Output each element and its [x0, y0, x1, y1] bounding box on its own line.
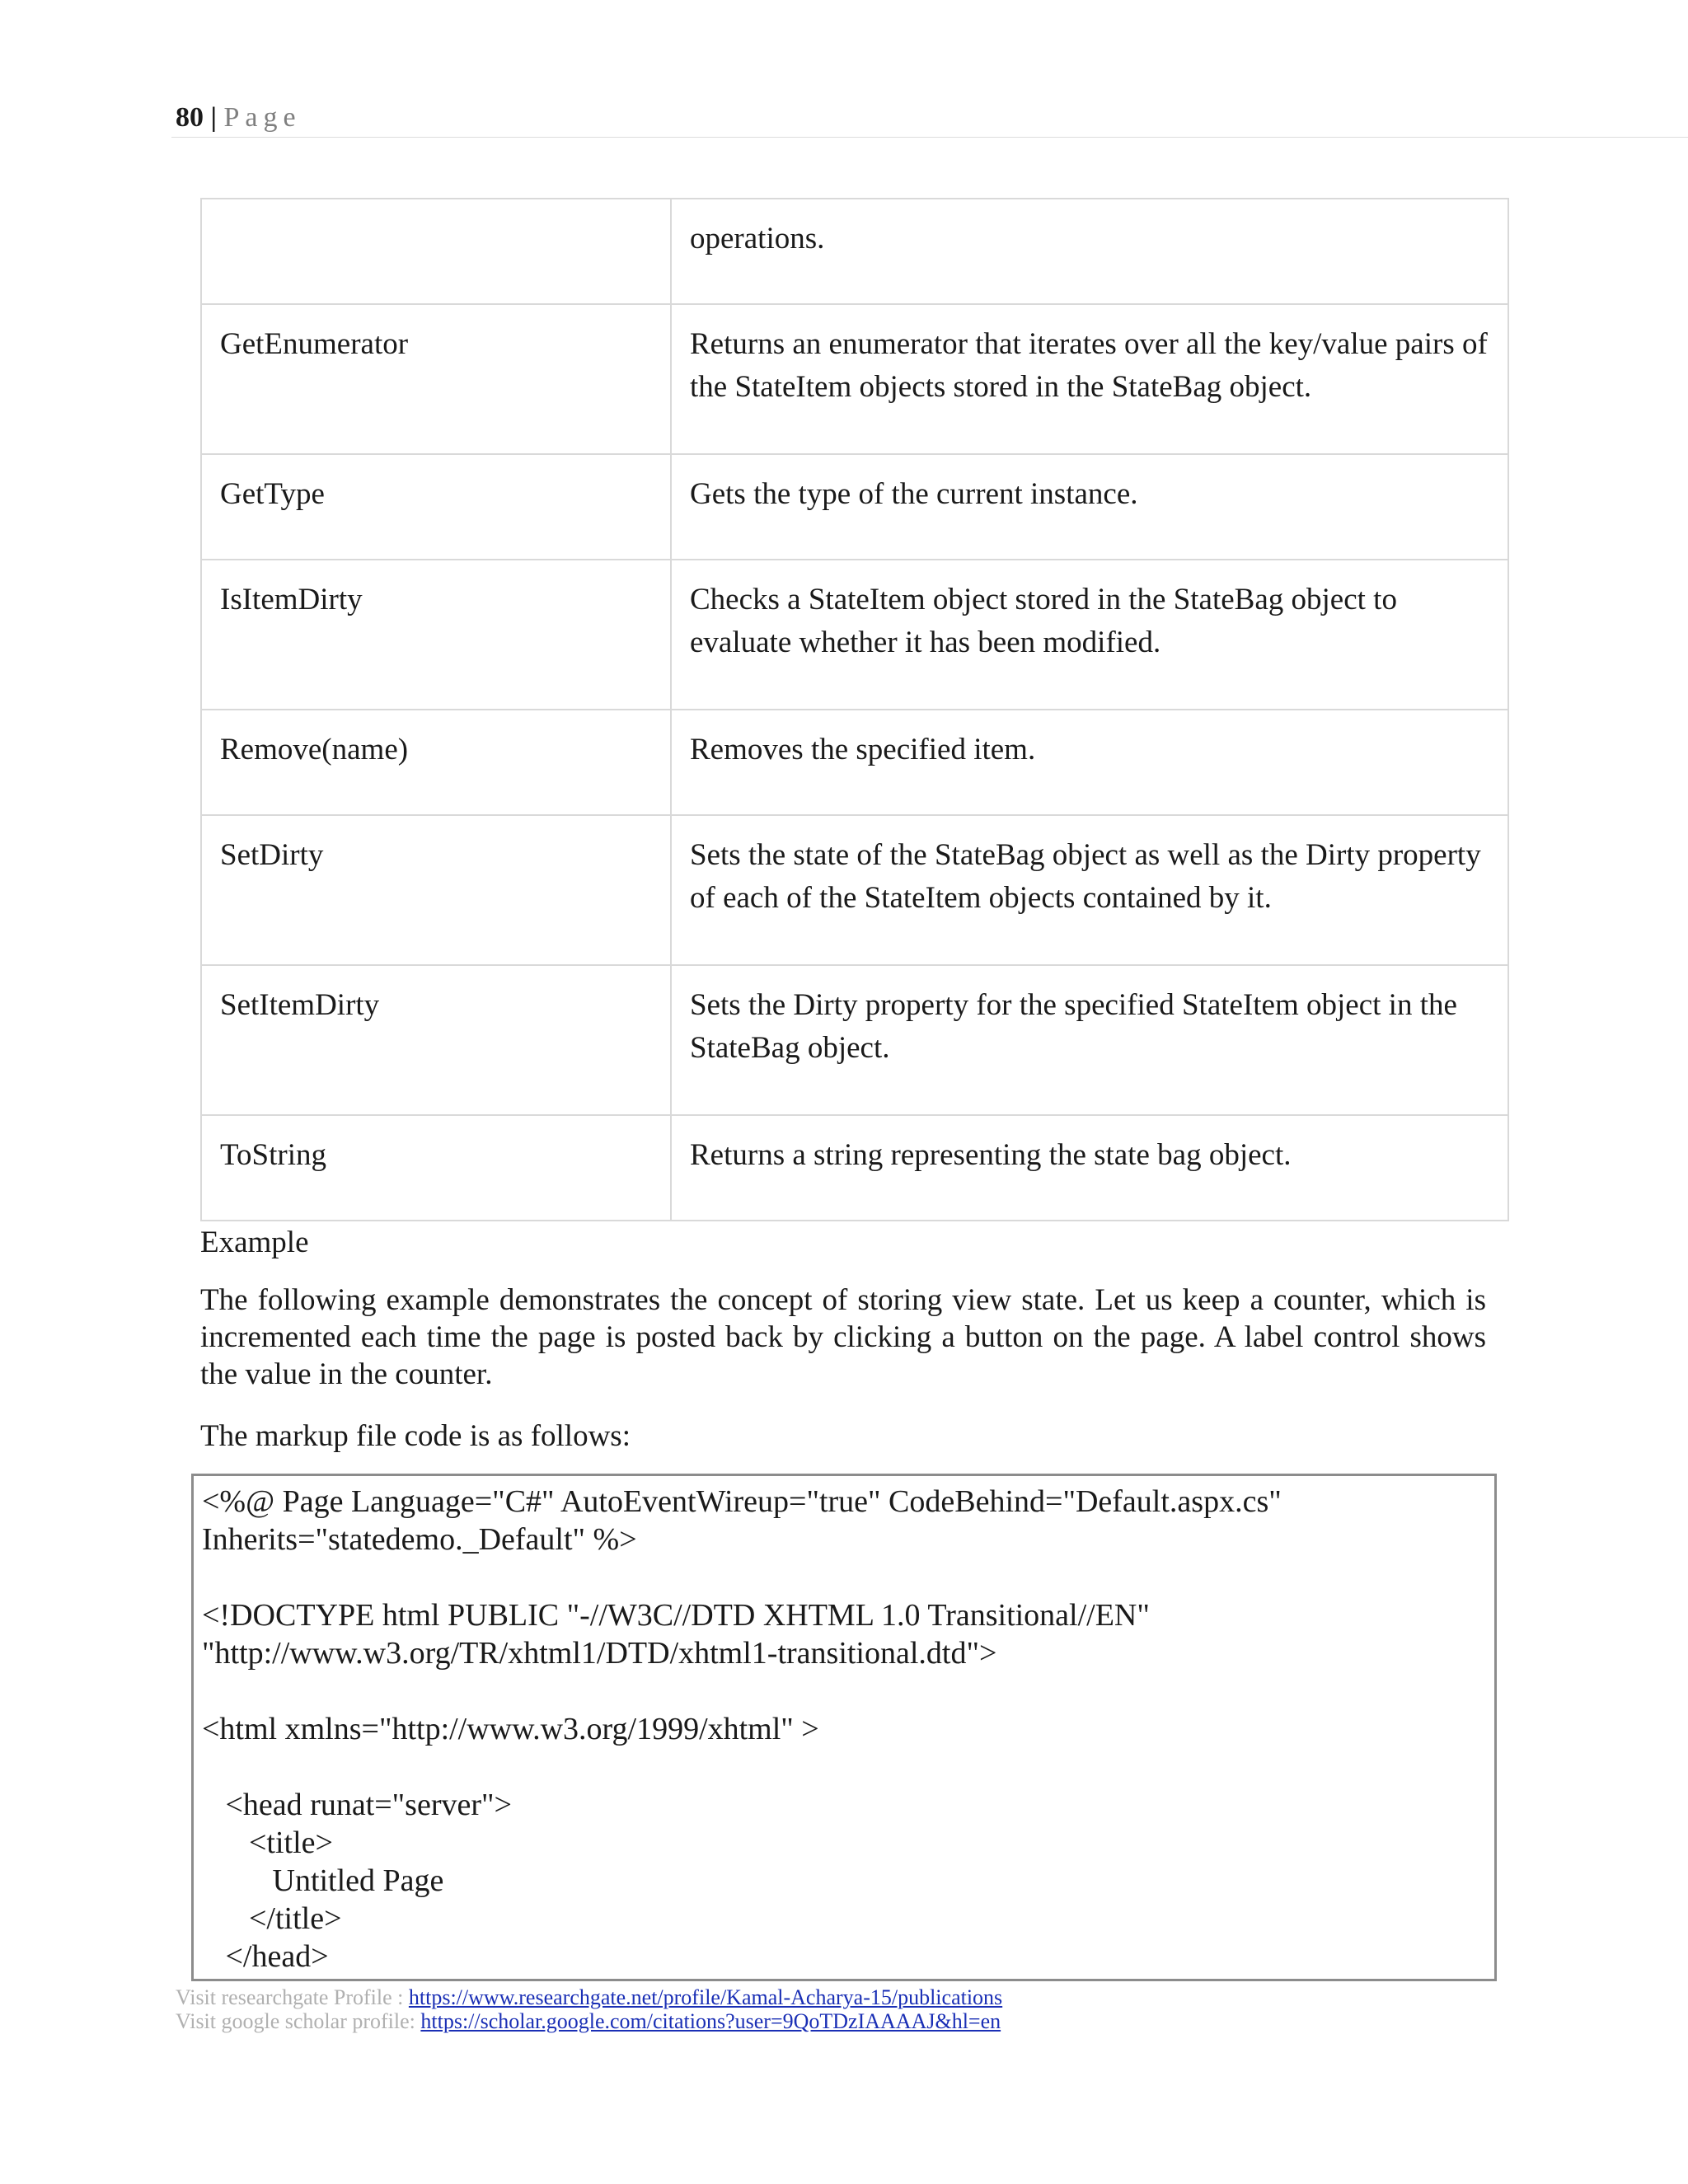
table-row — [201, 965, 1508, 1115]
method-name-cell: GetType — [201, 454, 671, 560]
methods-table — [200, 198, 1509, 1221]
footer-researchgate — [176, 1985, 1002, 2011]
method-description-cell: Returns a string representing the state bag object. — [671, 1115, 1508, 1221]
method-description-cell: Gets the type of the current instance. — [671, 454, 1508, 560]
method-name-cell — [201, 199, 671, 304]
method-name-cell: Remove(name) — [201, 710, 671, 815]
method-description-cell: Sets the state of the StateBag object as well as the Dirty property of each of the StateItem objects contained by it. — [671, 815, 1508, 965]
footer-scholar — [176, 2008, 1001, 2035]
example-paragraph: The following example demonstrates the concept of storing view state. Let us keep a counter, which is incremented each time the page is posted back by clicking a button on the page. A label control shows the value in the counter. — [200, 1283, 1486, 1391]
header-rule — [171, 137, 1688, 138]
code-box — [191, 1474, 1497, 1981]
method-description-cell: Sets the Dirty property for the specified StateItem object in the StateBag object. — [671, 965, 1508, 1115]
header-separator: | — [210, 102, 217, 133]
method-description-cell: Removes the specified item. — [671, 710, 1508, 815]
table-row — [201, 1115, 1508, 1221]
scholar-label: Visit google scholar profile: — [176, 2009, 421, 2033]
method-name-cell: IsItemDirty — [201, 560, 671, 710]
example-heading: Example — [200, 1226, 309, 1259]
method-name-cell: GetEnumerator — [201, 304, 671, 454]
table-row — [201, 454, 1508, 560]
markup-intro: The markup file code is as follows: — [200, 1419, 631, 1453]
page-number: 80 — [176, 102, 204, 133]
scholar-link[interactable]: https://scholar.google.com/citations?user=9QoTDzIAAAAJ&hl=en — [420, 2009, 1001, 2033]
table-row — [201, 815, 1508, 965]
page-word: Page — [223, 102, 302, 133]
method-description-cell: Returns an enumerator that iterates over all the key/value pairs of the StateItem objects stored in the StateBag object. — [671, 304, 1508, 454]
page-header — [176, 97, 302, 138]
researchgate-link[interactable]: https://www.researchgate.net/profile/Kamal-Acharya-15/publications — [408, 1985, 1003, 2009]
table-row — [201, 304, 1508, 454]
researchgate-label: Visit researchgate Profile : — [176, 1985, 409, 2009]
method-description-cell: Checks a StateItem object stored in the StateBag object to evaluate whether it has been modified. — [671, 560, 1508, 710]
table-row — [201, 560, 1508, 710]
table-row — [201, 710, 1508, 815]
method-name-cell: ToString — [201, 1115, 671, 1221]
method-name-cell: SetItemDirty — [201, 965, 671, 1115]
method-name-cell: SetDirty — [201, 815, 671, 965]
method-description-cell: operations. — [671, 199, 1508, 304]
markup-code: <%@ Page Language="C#" AutoEventWireup="true" CodeBehind="Default.aspx.cs" Inherits="statedemo._Default" %> <!DOCTYPE html PUBLIC "-//W3C//DTD XHTML 1.0 Transitional//EN" "http://www.w3.org/TR/xhtml1/DTD/xhtml1-transitional.dtd"> <html xmlns="http://www.w3.org/1999/xhtml" > <head runat="server"> <title> Untitled Page </title> </head> — [202, 1484, 1282, 1974]
table-row — [201, 199, 1508, 304]
